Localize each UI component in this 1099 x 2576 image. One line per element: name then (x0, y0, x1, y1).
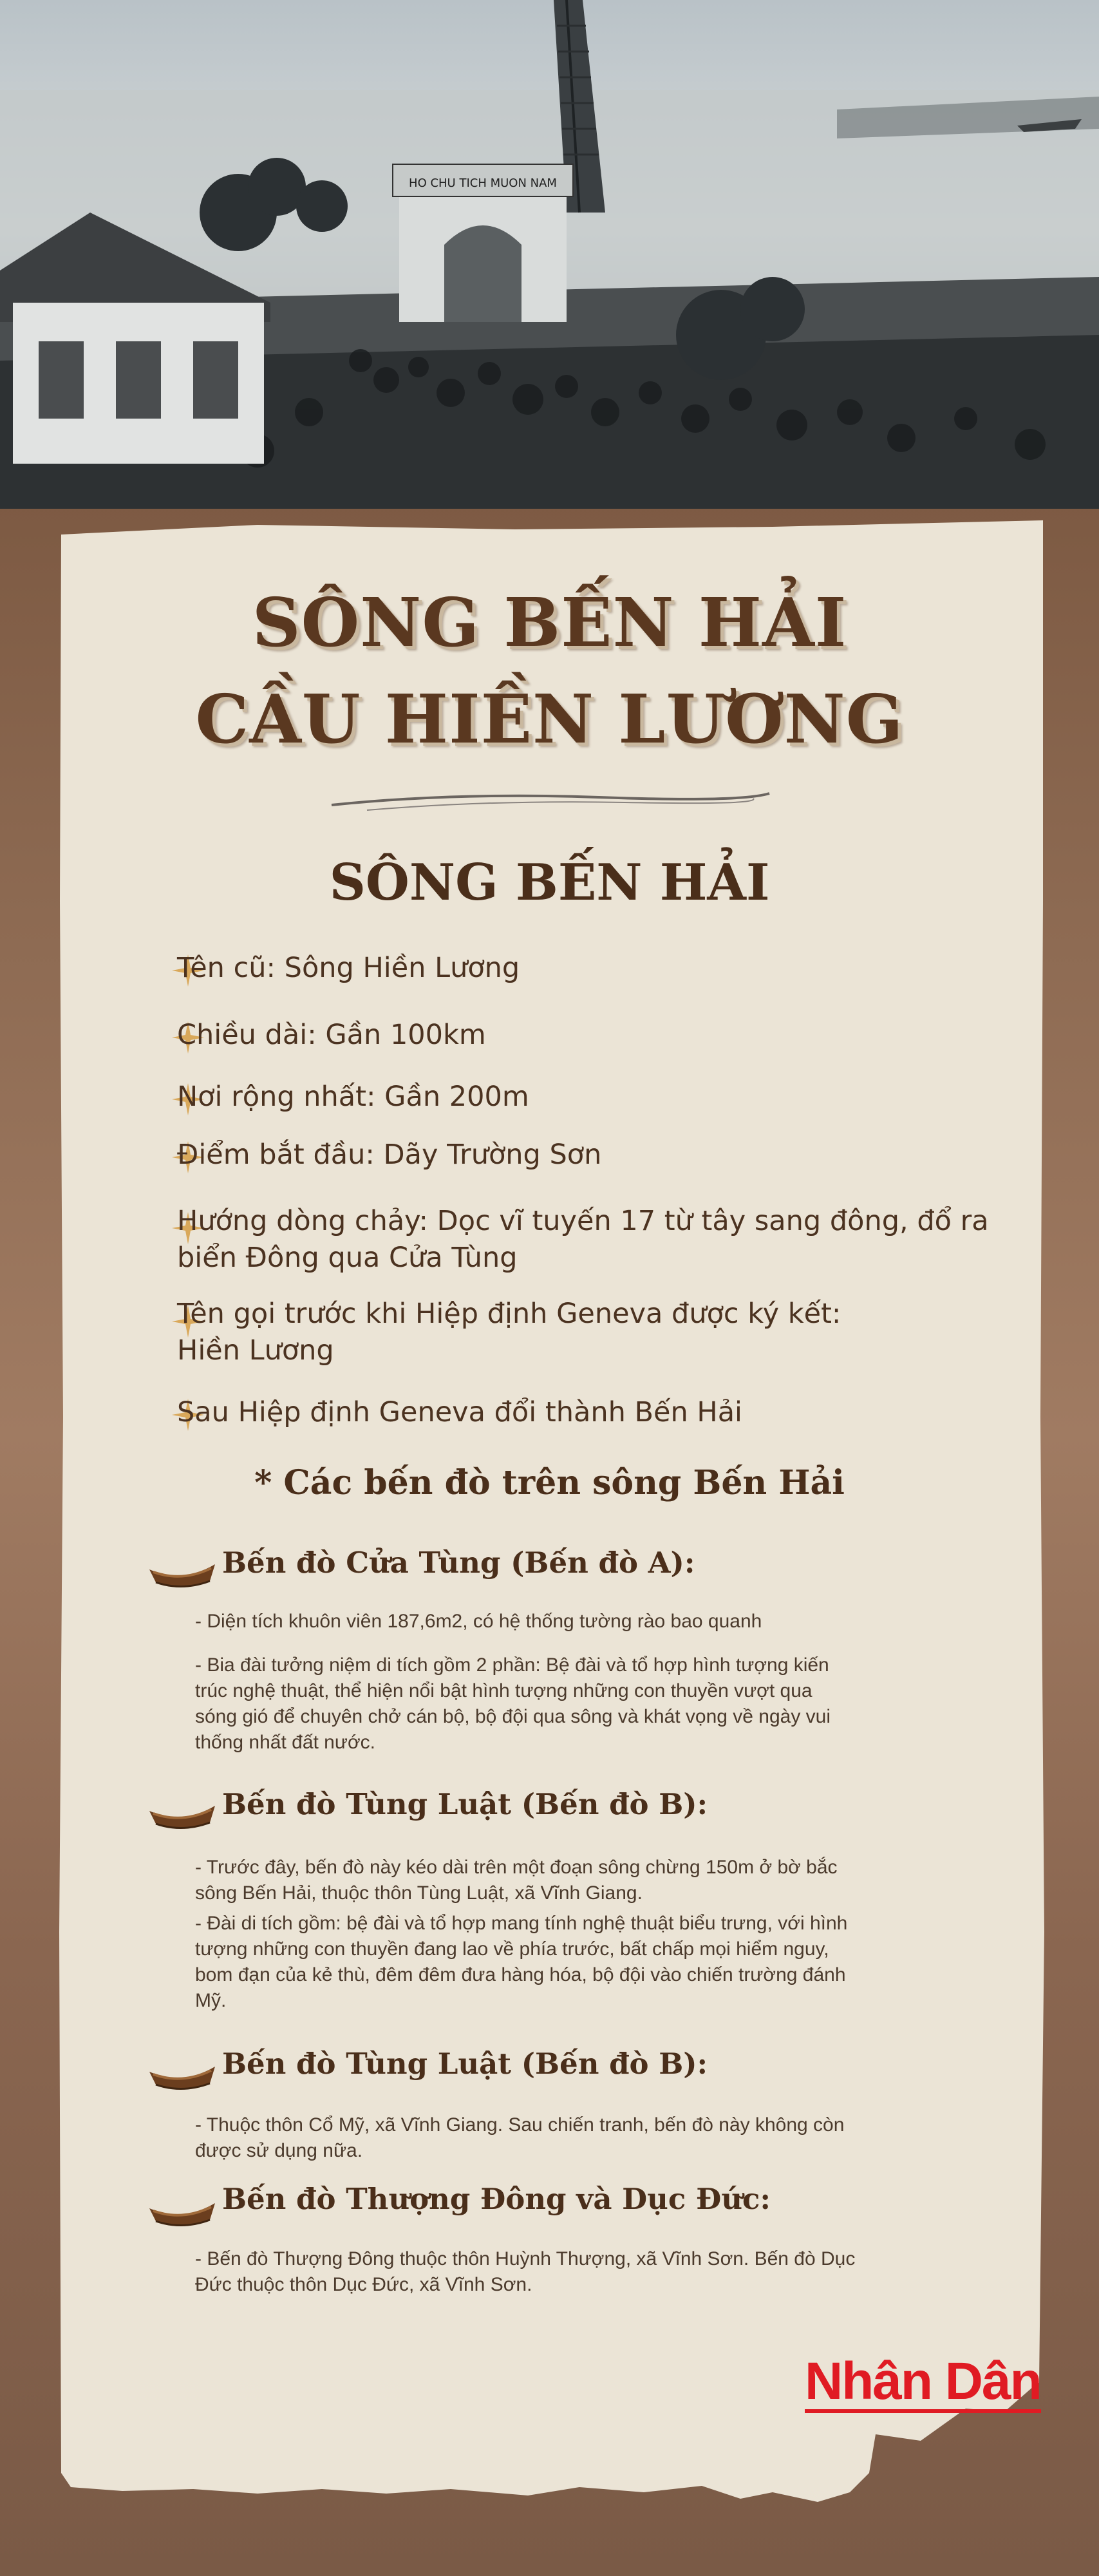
fact-item-line: Tên gọi trước khi Hiệp định Geneva được ký kết: (177, 1298, 841, 1330)
ferry-paragraph-line: bom đạn của kẻ thù, đêm đêm đưa hàng hóa, bộ đội vào chiến trường đánh (195, 1964, 846, 1985)
ferry-title: Bến đò Cửa Tùng (Bến đò A): (222, 1546, 695, 1580)
boat-icon (147, 2058, 218, 2094)
fact-item (177, 1203, 1033, 1276)
ferries-heading: * Các bến đò trên sông Bến Hải (254, 1463, 845, 1502)
ferry-paragraph (195, 1855, 1032, 1906)
ferry-paragraph-line: thống nhất đất nước. (195, 1732, 375, 1753)
fact-item (177, 1296, 1033, 1369)
ferry-paragraph-line: - Thuộc thôn Cổ Mỹ, xã Vĩnh Giang. Sau chiến tranh, bến đò này không còn (195, 2114, 845, 2136)
ferry-paragraph (195, 1911, 1032, 2014)
fact-item: Nơi rộng nhất: Gần 200m (177, 1081, 529, 1113)
fact-item: Tên cũ: Sông Hiền Lương (177, 952, 520, 984)
ferry-paragraph-line: - Diện tích khuôn viên 187,6m2, có hệ thống tường rào bao quanh (195, 1611, 762, 1632)
ferry-paragraph (195, 1653, 1032, 1756)
fact-item-line: Hướng dòng chảy: Dọc vĩ tuyến 17 từ tây sang đông, đổ ra (177, 1205, 989, 1237)
ferry-title: Bến đò Tùng Luật (Bến đò B): (222, 2047, 708, 2081)
decorative-divider (328, 786, 773, 818)
ferry-paragraph (195, 2112, 1032, 2164)
fact-item: Sau Hiệp định Geneva đổi thành Bến Hải (177, 1396, 742, 1428)
ferry-paragraph-line: được sử dụng nữa. (195, 2140, 363, 2161)
section-heading: SÔNG BẾN HẢI (329, 853, 770, 912)
boat-icon (147, 1555, 218, 1591)
ferry-title: Bến đò Thượng Đông và Dục Đức: (222, 2182, 771, 2216)
fact-item-line: biển Đông qua Cửa Tùng (177, 1242, 518, 1274)
ferry-paragraph-line: trúc nghệ thuật, thể hiện nổi bật hình tượng những con thuyền vượt qua (195, 1680, 813, 1701)
fact-item: Chiều dài: Gần 100km (177, 1019, 486, 1051)
ferry-paragraph-line: Đức thuộc thôn Dục Đức, xã Vĩnh Sơn. (195, 2274, 532, 2295)
main-title-line-2: CẦU HIỀN LƯƠNG (195, 679, 904, 759)
photo-gate-sign: HO CHU TICH MUON NAM (409, 176, 557, 190)
ferry-paragraph (195, 1609, 1032, 1634)
ferry-paragraph-line: tượng những con thuyền đang lao về phía trước, bất chấp mọi hiểm nguy, (195, 1938, 829, 1960)
ferry-paragraph-line: sóng gió để chuyên chở cán bộ, bộ đội qua sông và khát vọng về ngày vui (195, 1706, 831, 1727)
fact-item-line: Hiền Lương (177, 1334, 334, 1367)
boat-icon (147, 2194, 218, 2230)
ferry-paragraph-line: - Trước đây, bến đò này kéo dài trên một đoạn sông chừng 150m ở bờ bắc (195, 1857, 838, 1878)
ferry-paragraph-line: - Đài di tích gồm: bệ đài và tổ hợp mang tính nghệ thuật biểu trưng, với hình (195, 1913, 848, 1934)
ferry-title: Bến đò Tùng Luật (Bến đò B): (222, 1787, 708, 1821)
main-title-line-1: SÔNG BẾN HẢI (252, 583, 847, 662)
ferry-paragraph-line: Mỹ. (195, 1990, 227, 2011)
fact-item: Điểm bắt đầu: Dãy Trường Sơn (177, 1139, 602, 1171)
boat-icon (147, 1797, 218, 1833)
ferry-paragraph-line: sông Bến Hải, thuộc thôn Tùng Luật, xã Vĩnh Giang. (195, 1882, 643, 1904)
ferry-paragraph (195, 2246, 1032, 2298)
nhan-dan-logo: Nhân Dân (805, 2354, 1041, 2413)
ferry-paragraph-line: - Bến đò Thượng Đông thuộc thôn Huỳnh Thượng, xã Vĩnh Sơn. Bến đò Dục (195, 2248, 856, 2269)
ferry-paragraph-line: - Bia đài tưởng niệm di tích gồm 2 phần: Bệ đài và tổ hợp hình tượng kiến (195, 1654, 829, 1676)
